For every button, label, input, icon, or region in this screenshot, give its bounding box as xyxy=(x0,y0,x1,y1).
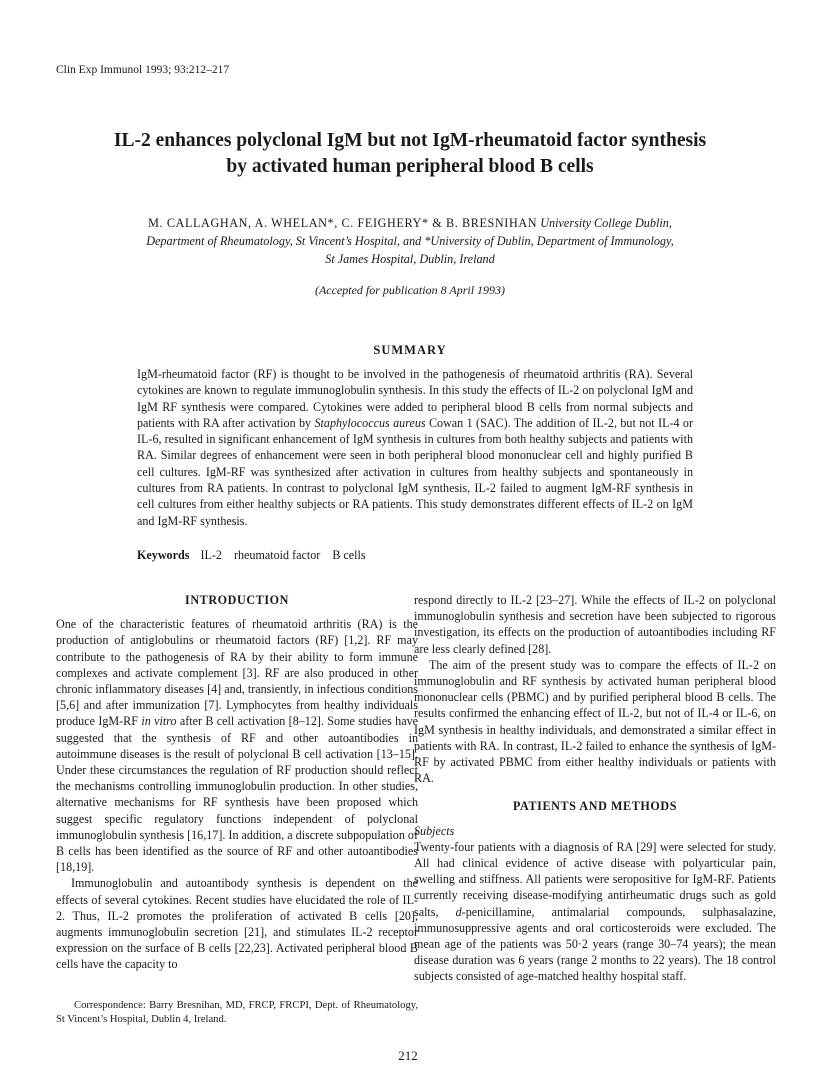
keyword-item: rheumatoid factor xyxy=(233,548,321,562)
intro-p1-part-a: One of the characteristic features of rheumatoid arthritis (RA) is the production of antiglobulins or rheumatoid factors (RF) [1,2]. RF may contribute to the pathogenesis of RA by their ability to form immune complexes and activate complement [3]. RF are also produced in other chronic inflammatory diseases [4] and, transiently, in infectious conditions [5,6] and after immunization [7]. Lymphocytes from healthy individuals produce IgM-RF xyxy=(56,617,418,729)
summary-part-2: Cowan 1 (SAC). The addition of IL-2, but not IL-4 or IL-6, resulted in significant enhancement of IgM synthesis in cultures from both healthy subjects and patients with RA. Similar degrees of enhancement were seen in both peripheral blood mononuclear cell and highly purified B cell cultures. IgM-RF was synthesized after activation in cultures from healthy subjects and spontaneously in cultures from RA patients. In contrast to polyclonal IgM synthesis, IL-2 failed to augment IgM-RF synthesis in cell cultures from either healthy subjects or RA patients. This study demonstrates different effects of IL-2 on IgM and IgM-RF synthesis. xyxy=(137,415,693,528)
article-title xyxy=(60,128,760,180)
author-line-1 xyxy=(60,214,760,232)
intro-p1-in-vitro: in vitro xyxy=(141,714,177,729)
summary-species: Staphylococcus aureus xyxy=(314,415,426,430)
methods-heading: PATIENTS AND METHODS xyxy=(512,799,678,814)
subjects-part-a: Twenty-four patients with a diagnosis of RA [29] were selected for study. All had clinical evidence of active disease with polyarticular pain, swelling and stiffness. All patients were seropositive for IgM-RF. Patients currently receiving disease-modifying antirheumatic drugs such as gold salts, xyxy=(414,839,776,919)
correspondence-footnote: Correspondence: Barry Bresnihan, MD, FRCP, FRCPI, Dept. of Rheumatology, St Vincent’s Hospital, Dublin 4, Ireland. xyxy=(56,1000,418,1025)
right-column xyxy=(414,592,776,985)
affiliation-3: St James Hospital, Dublin, Ireland xyxy=(325,252,495,266)
intro-p1-part-b: after B cell activation [8–12]. Some studies have suggested that the synthesis of RF and other autoantibodies in autoimmune diseases is the result of polyclonal B cell activation [13–15]. Under these circumstances the regulation of RF production should reflect the mechanisms controlling immunoglobulin production. In other studies, alternative mechanisms for RF synthesis have been proposed which suggest specific regulatory functions independent of polyclonal immunoglobulin synthesis [16,17]. In addition, a discrete subpopulation of B cells has been identified as the source of RF and other autoantibodies [18,19]. xyxy=(56,714,418,875)
title-line-1: IL-2 enhances polyclonal IgM but not IgM-rheumatoid factor synthesis xyxy=(113,130,707,151)
author-block xyxy=(60,214,760,268)
affiliation-1: University College Dublin, xyxy=(540,216,672,230)
subjects-paragraph xyxy=(414,839,776,985)
intro-paragraph-2-continued: respond directly to IL-2 [23–27]. While the effects of IL-2 on polyclonal immunoglobulin synthesis and secretion have been subjected to rigorous investigation, its effects on the production of autoantibodies including RF are less clearly defined [28]. xyxy=(414,593,776,656)
intro-paragraph-1 xyxy=(56,616,418,875)
subjects-part-b: -penicillamine, antimalarial compounds, sulphasalazine, immunosuppressive agents and oral corticosteroids were excluded. The mean age of the patients was 50·2 years (range 30–74 years); the mean disease duration was 6 years (range 2 months to 22 years). The 18 control subjects consisted of age-matched healthy hospital staff. xyxy=(414,904,776,984)
left-column xyxy=(56,592,418,973)
keyword-item: IL-2 xyxy=(200,548,222,562)
intro-paragraph-3: The aim of the present study was to compare the effects of IL-2 on immunoglobulin and RF synthesis by activated human peripheral blood mononuclear cells (PBMC) and by purified peripheral blood B cells. The results confirmed the enhancing effect of IL-2, but not of IL-4 or IL-6, on IgM synthesis in healthy individuals, and demonstrated a similar effect in patients with RA. In contrast, IL-2 failed to enhance the synthesis of IgM-RF by activated PBMC from either healthy individuals or patients with RA. xyxy=(414,657,776,786)
page-number: 212 xyxy=(398,1048,418,1063)
intro-paragraph-2: Immunoglobulin and autoantibody synthesis is dependent on the effects of several cytokines. Recent studies have elucidated the role of IL-2. Thus, IL-2 promotes the proliferation of activated B cells [20], augments immunoglobulin secretion [21], and stimulates IL-2 receptor expression on the surface of B cells [22,23]. Activated peripheral blood B cells have the capacity to xyxy=(56,876,418,972)
author-names: M. CALLAGHAN, A. WHELAN*, C. FEIGHERY* & B. BRESNIHAN xyxy=(148,216,538,230)
subjects-subheading: Subjects xyxy=(414,823,455,838)
journal-reference: Clin Exp Immunol 1993; 93:212–217 xyxy=(56,64,230,76)
affiliation-2: Department of Rheumatology, St Vincent’s Hospital, and *University of Dublin, Department of Immunology, xyxy=(146,234,674,248)
keyword-item: B cells xyxy=(332,548,366,562)
introduction-heading: INTRODUCTION xyxy=(185,593,289,607)
keywords xyxy=(137,548,693,563)
title-line-2: by activated human peripheral blood B cells xyxy=(226,156,594,177)
summary-text xyxy=(137,366,693,529)
subjects-d-prefix: d xyxy=(455,904,462,919)
accepted-date: (Accepted for publication 8 April 1993) xyxy=(314,283,506,297)
summary-part-1: IgM-rheumatoid factor (RF) is thought to be involved in the pathogenesis of rheumatoid arthritis (RA). Several cytokines are known to regulate immunoglobulin synthesis. In this study the effects of IL-2 on polyclonal IgM and IgM RF synthesis were compared. Cytokines were added to peripheral blood B cells from normal subjects and patients with RA after activation by xyxy=(137,367,693,430)
summary-heading: SUMMARY xyxy=(373,343,447,357)
keywords-label: Keywords xyxy=(137,548,190,562)
